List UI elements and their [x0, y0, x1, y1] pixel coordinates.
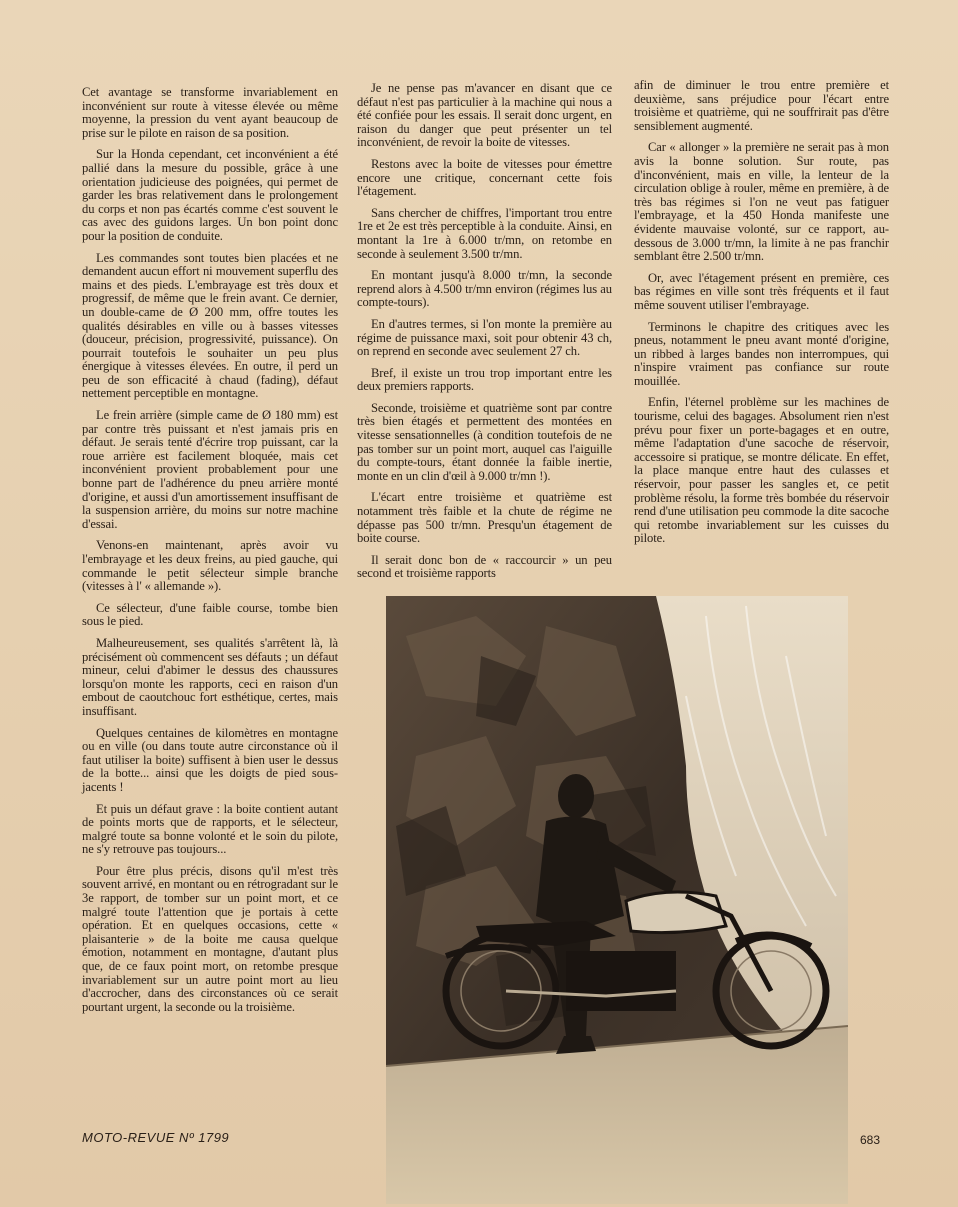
- paragraph: Pour être plus précis, disons qu'il m'est très souvent arrivé, en montant ou en rétrogradant sur le 3e rapport, de tomber sur un point mort, et ce malgré toute l'attention que je portais à cette opération. Et en quelques occasions, cette « plaisanterie » de la boite me causa quelque émotion, notamment en montagne, d'autant plus que, de ce faux point mort, on retombe presque invariablement sur un autre point mort au lieu d'accrocher, dans des circonstances où ce serait pourtant urgent, la seconde ou la troisième.: [82, 863, 338, 1014]
- paragraph: Malheureusement, ses qualités s'arrêtent là, là précisément où commencent ses défauts ; un défaut mineur, celui d'abimer le dessus des chaussures lorsqu'on monte les rapports, ceci en raison d'un embout de caoutchouc fort esthétique, certes, mais insuffisant.: [82, 635, 338, 718]
- paragraph: Terminons le chapitre des critiques avec les pneus, notamment le pneu avant monté d'origine, un ribbed à larges bandes non interrompues, qui n'inspire vraiment pas confiance sur route mouillée.: [634, 319, 889, 388]
- paragraph: Cet avantage se transforme invariablement en inconvénient sur route à vitesse élevée ou même moyenne, la pression du vent ayant beaucoup de prise sur le pilote en raison de sa position.: [82, 85, 338, 140]
- paragraph: L'écart entre troisième et quatrième est notamment très faible et la chute de régime ne dépasse pas 500 tr/mn. Presqu'un étagement de boite course.: [357, 490, 612, 546]
- paragraph: Le frein arrière (simple came de Ø 180 mm) est par contre très puissant et n'est jamais pris en défaut. Je serais tenté d'écrire trop puissant, car la roue arrière est facilement bloquée, mais cet inconvénient provient probablement pour une bonne part de l'adhérence du pneu arrière monté d'origine, et aussi d'un amortissement insuffisant de la suspension arrière, du moins sur notre machine d'essai.: [82, 408, 338, 531]
- paragraph: Et puis un défaut grave : la boite contient autant de points morts que de rapports, et le sélecteur, malgré toute sa bonne volonté et le soin du pilote, ne s'y retrouve pas toujours...: [82, 801, 338, 857]
- paragraph: En d'autres termes, si l'on monte la première au régime de puissance maxi, soit pour obtenir 43 ch, on reprend en seconde avec seulement 27 ch.: [357, 316, 612, 359]
- paragraph: Restons avec la boite de vitesses pour émettre encore une critique, concernant cette fois l'étagement.: [357, 156, 612, 199]
- paragraph: Il serait donc bon de « raccourcir » un peu second et troisième rapports: [357, 552, 612, 581]
- paragraph: Ce sélecteur, d'une faible course, tombe bien sous le pied.: [82, 600, 338, 629]
- paragraph: En montant jusqu'à 8.000 tr/mn, la seconde reprend alors à 4.500 tr/mn environ (régimes lus au compte-tours).: [357, 268, 612, 310]
- paragraph: Car « allonger » la première ne serait pas à mon avis la bonne solution. Sur route, pas d'inconvénient, mais en ville, la lenteur de la circulation oblige à rouler, même en première, à de très bas régimes si l'on ne veut pas fatiguer l'embrayage, et la 450 Honda manifeste une évidente mauvaise volonté, sur ce rapport, au-dessous de 3.000 tr/mn, la limite à ne pas franchir semblant être 2.500 tr/mn.: [634, 140, 889, 264]
- paragraph: Bref, il existe un trou trop important entre les deux premiers rapports.: [357, 365, 612, 394]
- paragraph: Sans chercher de chiffres, l'important trou entre 1re et 2e est très perceptible à la conduite. Ainsi, en montant la 1re à 6.000 tr/mn, on retombe en seconde à seulement 3.500 tr/mn.: [357, 205, 612, 261]
- paragraph: Sur la Honda cependant, cet inconvénient a été pallié dans la mesure du possible, grâce à une orientation judicieuse des poignées, qui permet de garder les bras relativement dans le prolongement du corps et non pas écartés comme c'est souvent le cas avec des guidons larges. Un bon point donc pour la position de conduite.: [82, 147, 338, 243]
- paragraph: Les commandes sont toutes bien placées et ne demandent aucun effort ni mouvement superflu des mains et des pieds. L'embrayage est très doux et progressif, de même que le frein avant. Ce dernier, un double-came de Ø 200 mm, offre toutes les qualités désirables en ville ou à basses vitesses (douceur, précision, progressivité, puissance). On pourrait toutefois le souhaiter un peu plus énergique à vitesses élevées. En outre, il perd un peu de son efficacité à chaud (fading), défaut nettement perceptible en montagne.: [82, 250, 338, 401]
- paragraph: Seconde, troisième et quatrième sont par contre très bien étagés et permettent des montées en vitesse sensationnelles (à condition toutefois de ne pas tomber sur un point mort, auquel cas l'aiguille du compte-tours, étant donnée la faible inertie, monte en un clin d'œil à 9.000 tr/mn !).: [357, 400, 612, 483]
- text-column-right: [634, 79, 889, 554]
- paragraph: afin de diminuer le trou entre première et deuxième, sans préjudice pour l'écart entre troisième et quatrième, qui ne souffrirait pas d'être sensiblement augmenté.: [634, 78, 889, 133]
- paragraph: Quelques centaines de kilomètres en montagne ou en ville (ou dans toute autre circonstance où il faut utiliser la boite) suffisent à bien user le dessus de la botte... ainsi que les doigts de pied sous-jacents !: [82, 725, 338, 794]
- motorcycle-photo: [386, 596, 848, 1204]
- motorcycle-photo-illustration: [386, 596, 848, 1204]
- paragraph: Or, avec l'étagement présent en première, ces bas régimes en ville sont très fréquents et il faut même souvent utiliser l'embrayage.: [634, 270, 889, 312]
- text-column-left: [82, 86, 338, 1022]
- text-column-middle: [357, 82, 612, 589]
- page-number: 683: [860, 1133, 881, 1147]
- magazine-footer: MOTO-REVUE Nº 1799: [82, 1130, 230, 1145]
- paragraph: Je ne pense pas m'avancer en disant que ce défaut n'est pas particulier à la machine qui nous a été confiée pour les essais. Il serait donc urgent, en raison du danger que peut présenter un tel inconvénient, de revoir la boite de vitesses.: [357, 81, 612, 150]
- paragraph: Venons-en maintenant, après avoir vu l'embrayage et les deux freins, au pied gauche, qui commande le petit sélecteur simple branche (vitesses à l' « allemande »).: [82, 538, 338, 594]
- paragraph: Enfin, l'éternel problème sur les machines de tourisme, celui des bagages. Absolument rien n'est prévu pour fixer un porte-bagages et en outre, même l'adaptation d'une sacoche de réservoir, accessoire si pratique, se montre délicate. En effet, la place manque entre haut des culasses et réservoir, pour passer les sangles et, ce petit problème résolu, la forme très bombée du réservoir rend d'une utilisation peu commode la dite sacoche qui retombe invariablement sur les cuisses du pilote.: [634, 395, 889, 546]
